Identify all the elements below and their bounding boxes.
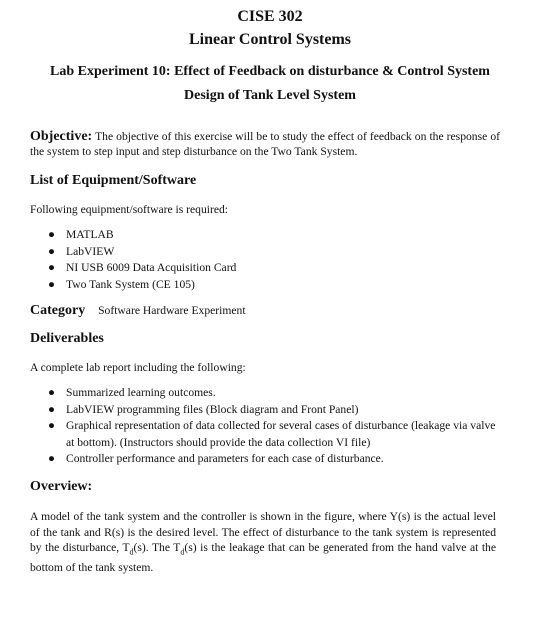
overview-heading: Overview: <box>30 479 93 494</box>
bullet-icon: ● <box>48 277 56 291</box>
objective-paragraph <box>30 129 500 159</box>
bullet-icon: ● <box>48 228 56 241</box>
overview-paragraph: A model of the tank system and the controller is shown in the figure, where Y(s) is the actual level of the tank and R(s) is the desired level. The effect of disturbance to the tank system is represented by the disturbance, $T_d(s)$. The $T_d(s)$ is the leakage that can be generated from the hand valve at the bottom of the tank system. <box>30 510 496 574</box>
list-item: ● NI USB 6009 Data Acquisition Card <box>0 260 496 277</box>
list-item: ● Graphical representation of data collected for several cases of disturbance (leakage via valve at bottom). (Instructors should provide the data collection VI file) <box>48 419 496 449</box>
deliverables-list <box>0 385 496 468</box>
category-label: Category <box>30 303 86 318</box>
bullet-icon: ● <box>48 452 56 465</box>
category-value: Software Hardware Experiment <box>98 304 246 317</box>
list-item: ● LabVIEW programming files (Block diagram and Front Panel) <box>0 402 496 419</box>
equipment-intro: Following equipment/software is required: <box>30 203 229 216</box>
list-item: ● MATLAB <box>0 227 496 244</box>
deliverables-heading: Deliverables <box>30 331 104 346</box>
bullet-icon: ● <box>48 419 56 432</box>
bullet-icon: ● <box>48 402 56 416</box>
bullet-icon: ● <box>48 244 56 258</box>
objective-text: The objective of this exercise will be to study the effect of feedback on the response of the system to step input and step disturbance on the Two Tank System. <box>30 130 500 158</box>
objective-label: Objective: <box>30 129 93 144</box>
category-line <box>30 303 246 319</box>
bullet-icon: ● <box>48 261 56 274</box>
list-item: ● LabVIEW <box>0 244 496 261</box>
course-title: Linear Control Systems <box>188 31 352 48</box>
equipment-list <box>0 227 496 293</box>
list-item: ● Controller performance and parameters for each case of disturbance. <box>0 451 496 468</box>
bullet-icon: ● <box>48 386 56 399</box>
list-item: ● Two Tank System (CE 105) <box>0 277 496 294</box>
course-code: CISE 302 <box>237 8 303 25</box>
experiment-title-line2: Design of Tank Level System <box>184 88 356 103</box>
equipment-heading: List of Equipment/Software <box>30 173 197 188</box>
deliverables-intro: A complete lab report including the following: <box>30 361 246 374</box>
experiment-title-line1: Lab Experiment 10: Effect of Feedback on disturbance & Control System <box>50 64 490 79</box>
list-item: ● Summarized learning outcomes. <box>0 385 496 402</box>
